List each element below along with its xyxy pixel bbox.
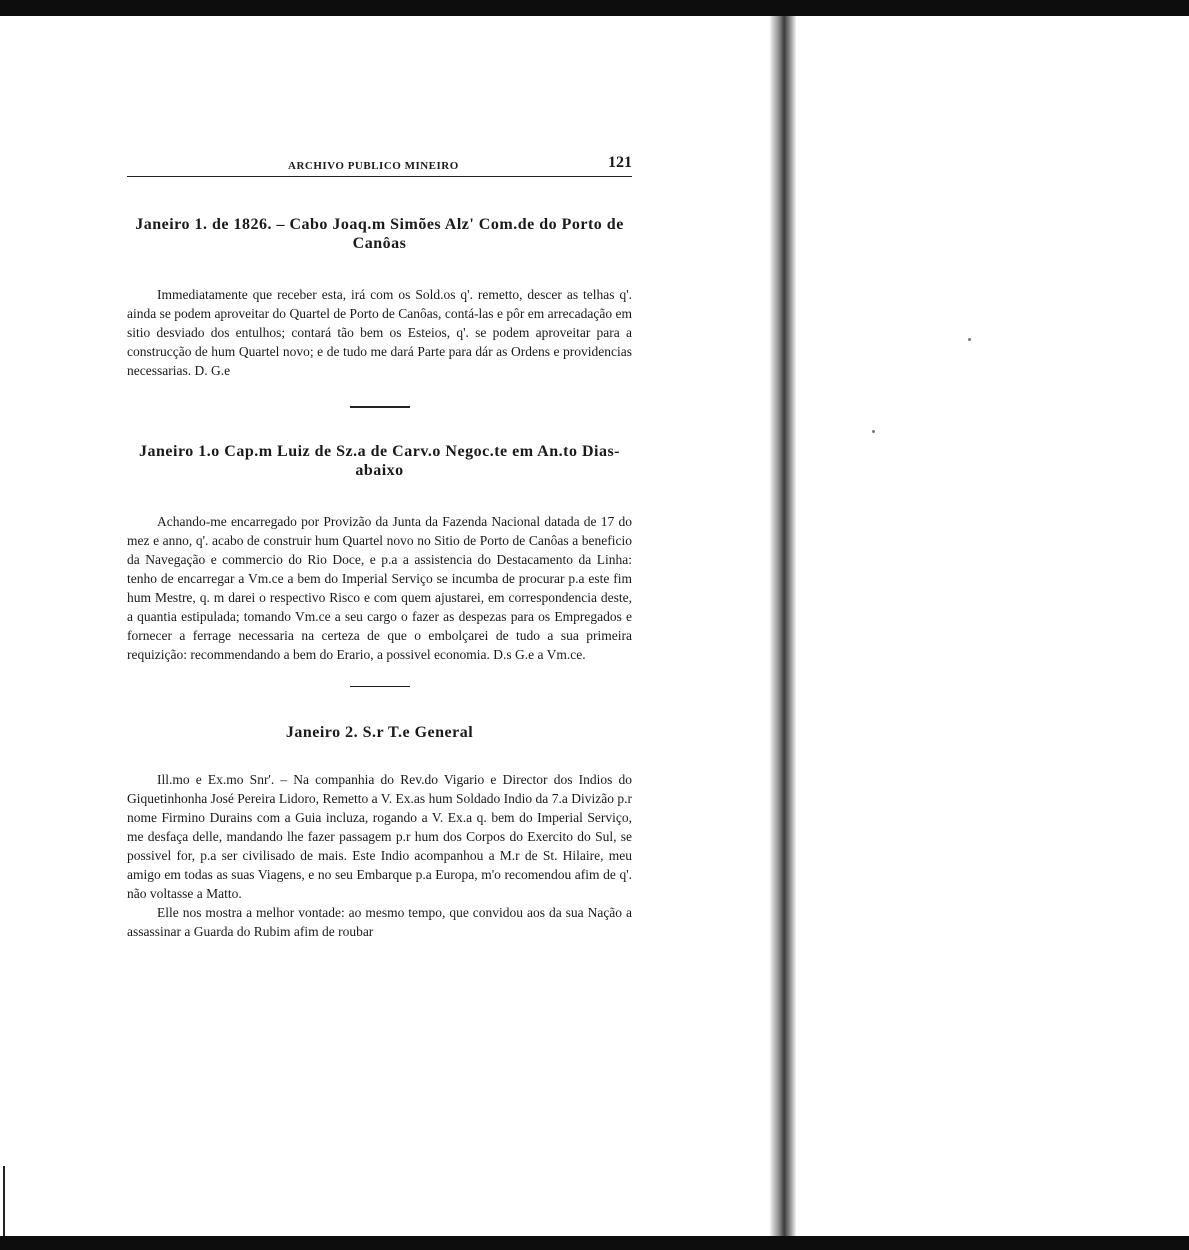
scan-speck bbox=[968, 338, 971, 341]
entry-paragraph-4: Elle nos mostra a melhor vontade: ao mesmo tempo, que convidou aos da sua Nação a assassinar a Guarda do Rubim afim de roubar bbox=[127, 905, 632, 939]
running-head-title: ARCHIVO PUBLICO MINEIRO bbox=[288, 160, 459, 172]
book-page bbox=[127, 150, 632, 941]
entry-paragraph-3: Ill.mo e Ex.mo Snr'. – Na companhia do Rev.do Vigario e Director dos Indios do Giquetinhonha José Pereira Lidoro, Remetto a V. Ex.as hum Soldado Indio da 7.a Divizão p.r nome Firmino Durains com a Guia incluza, rogando a V. Ex.a q. bem do Imperial Serviço, me desfaça delle, mandando lhe fazer passagem p.r hum dos Corpos do Exercito do Sul, se possivel for, p.a ser civilisado de mais. Este Indio acompanhou a M.r de St. Hilaire, meu amigo em todas as suas Viagens, e no seu Embarque p.a Europa, m'o recomendou afim de q'. não voltasse a Matto. bbox=[127, 772, 632, 901]
left-page-edge bbox=[0, 16, 10, 1236]
book-gutter bbox=[770, 16, 796, 1236]
entry-paragraph-1: Immediatamente que receber esta, irá com os Sold.os q'. remetto, descer as telhas q'. ainda se podem aproveitar do Quartel de Porto de Canôas, contá-las e pôr em arrecadação em sitio desviado dos entulhos; contará tão bem os Esteios, q'. se podem aproveitar para a construcção de hum Quartel novo; e de tudo me dará Parte para dár as Ordens e providencias necessarias. D. G.e bbox=[127, 287, 632, 378]
scan-border-top bbox=[0, 0, 1189, 16]
blank-facing-page bbox=[796, 16, 1189, 1236]
section-divider-1 bbox=[350, 406, 410, 408]
entry-heading-2: Janeiro 1.o Cap.m Luiz de Sz.a de Carv.o Negoc.te em An.to Dias-abaixo bbox=[139, 442, 620, 479]
scan-border-bottom bbox=[0, 1236, 1189, 1250]
section-divider-2 bbox=[350, 686, 410, 688]
entry-heading-3: Janeiro 2. S.r T.e General bbox=[285, 724, 474, 741]
entry-heading-1: Janeiro 1. de 1826. – Cabo Joaq.m Simões Alz' Com.de do Porto de Canôas bbox=[135, 216, 624, 252]
scan-speck bbox=[872, 430, 875, 433]
page-number: 121 bbox=[608, 154, 632, 171]
entry-paragraph-2: Achando-me encarregado por Provizão da Junta da Fazenda Nacional datada de 17 do mez e anno, q'. acabo de construir hum Quartel novo no Sitio de Porto de Canôas a beneficio da Navegação e commercio do Rio Doce, e p.a a assistencia do Destacamento da Linha: tenho de encarregar a Vm.ce a bem do Imperial Serviço se incumba de procurar p.a este fim hum Mestre, q. m darei o respectivo Risco e com quem ajustarei, em correspondencia deste, a quantia estipulada; tomando Vm.ce a seu cargo o fazer as despezas para os Empregados e fornecer a ferrage necessaria na certeza de que o embolçarei de tudo a sua primeira requizição: recommendando a bem do Erario, a possivel economia. D.s G.e a Vm.ce. bbox=[127, 513, 632, 662]
running-header bbox=[127, 150, 632, 177]
